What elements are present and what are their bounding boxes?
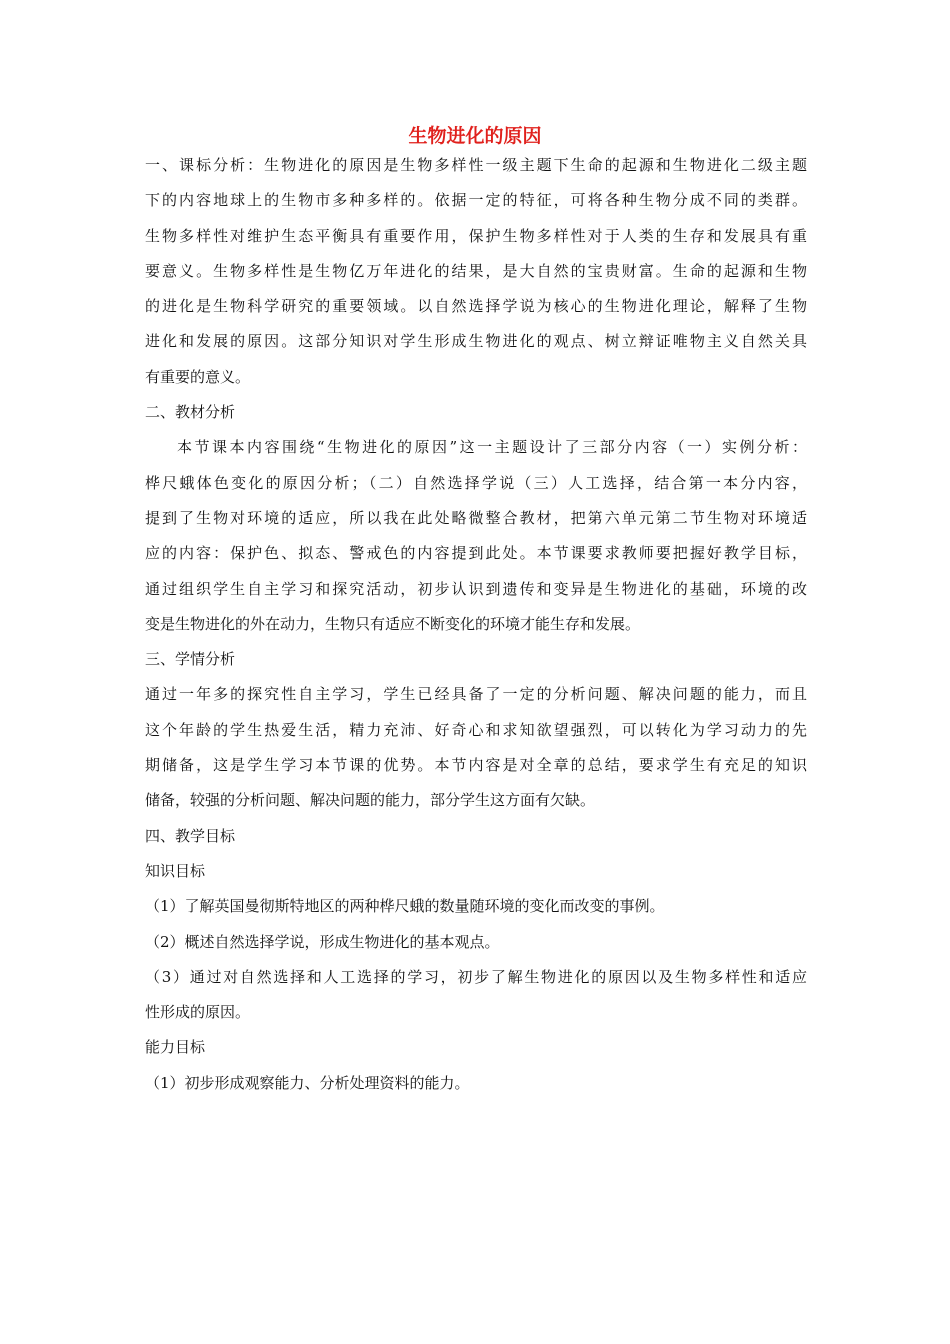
text-line: 三、学情分析	[145, 650, 236, 669]
text-line: 通过一年多的探究性自主学习，学生已经具备了一定的分析问题、解决问题的能力，而且	[145, 685, 807, 704]
text-line: 四、教学目标	[145, 826, 236, 845]
text-line: 应的内容：保护色、拟态、警戒色的内容提到此处。本节课要求教师要把握好教学目标，	[145, 544, 807, 563]
text-line: 性形成的原因。	[145, 1003, 251, 1022]
text-line: （2）概述自然选择学说，形成生物进化的基本观点。	[145, 932, 500, 951]
document-body	[145, 148, 807, 1101]
text-line: 下的内容地球上的生物市多种多样的。依据一定的特征，可将各种生物分成不同的类群。	[145, 191, 807, 210]
text-line: 这个年龄的学生热爱生活，精力充沛、好奇心和求知欲望强烈，可以转化为学习动力的先	[145, 720, 807, 739]
text-line: 知识目标	[145, 861, 206, 880]
text-line: 能力目标	[145, 1038, 206, 1057]
text-line: 桦尺蛾体色变化的原因分析；（二）自然选择学说（三）人工选择，结合第一本分内容，	[145, 473, 807, 492]
text-line: 要意义。生物多样性是生物亿万年进化的结果，是大自然的宝贵财富。生命的起源和生物	[145, 261, 807, 280]
text-line: 一、课标分析：生物进化的原因是生物多样性一级主题下生命的起源和生物进化二级主题	[145, 156, 807, 174]
text-line: 生物多样性对维护生态平衡具有重要作用，保护生物多样性对于人类的生存和发展具有重	[145, 226, 807, 245]
text-line: 储备，较强的分析问题、解决问题的能力，部分学生这方面有欠缺。	[145, 791, 596, 810]
text-line: 有重要的意义。	[145, 367, 251, 386]
text-line: 通过组织学生自主学习和探究活动，初步认识到遗传和变异是生物进化的基础，环境的改	[145, 579, 807, 598]
text-line: 期储备，这是学生学习本节课的优势。本节内容是对全章的总结，要求学生有充足的知识	[145, 756, 807, 775]
document-title: 生物进化的原因	[408, 125, 542, 147]
text-line: 本节课本内容围绕“生物进化的原因”这一主题设计了三部分内容（一）实例分析：	[177, 438, 807, 457]
text-line: （1）了解英国曼彻斯特地区的两种桦尺蛾的数量随环境的变化而改变的事例。	[145, 897, 665, 916]
text-line: 的进化是生物科学研究的重要领域。以自然选择学说为核心的生物进化理论，解释了生物	[145, 297, 807, 316]
text-line: （3）通过对自然选择和人工选择的学习，初步了解生物进化的原因以及生物多样性和适应	[145, 967, 807, 986]
text-line: 进化和发展的原因。这部分知识对学生形成生物进化的观点、树立辩证唯物主义自然关具	[145, 332, 807, 351]
text-line: 提到了生物对环境的适应，所以我在此处略微整合教材，把第六单元第二节生物对环境适	[145, 508, 807, 527]
text-line: 二、教材分析	[145, 403, 236, 422]
text-line: （1）初步形成观察能力、分析处理资料的能力。	[145, 1073, 470, 1092]
text-line: 变是生物进化的外在动力，生物只有适应不断变化的环境才能生存和发展。	[145, 614, 641, 633]
